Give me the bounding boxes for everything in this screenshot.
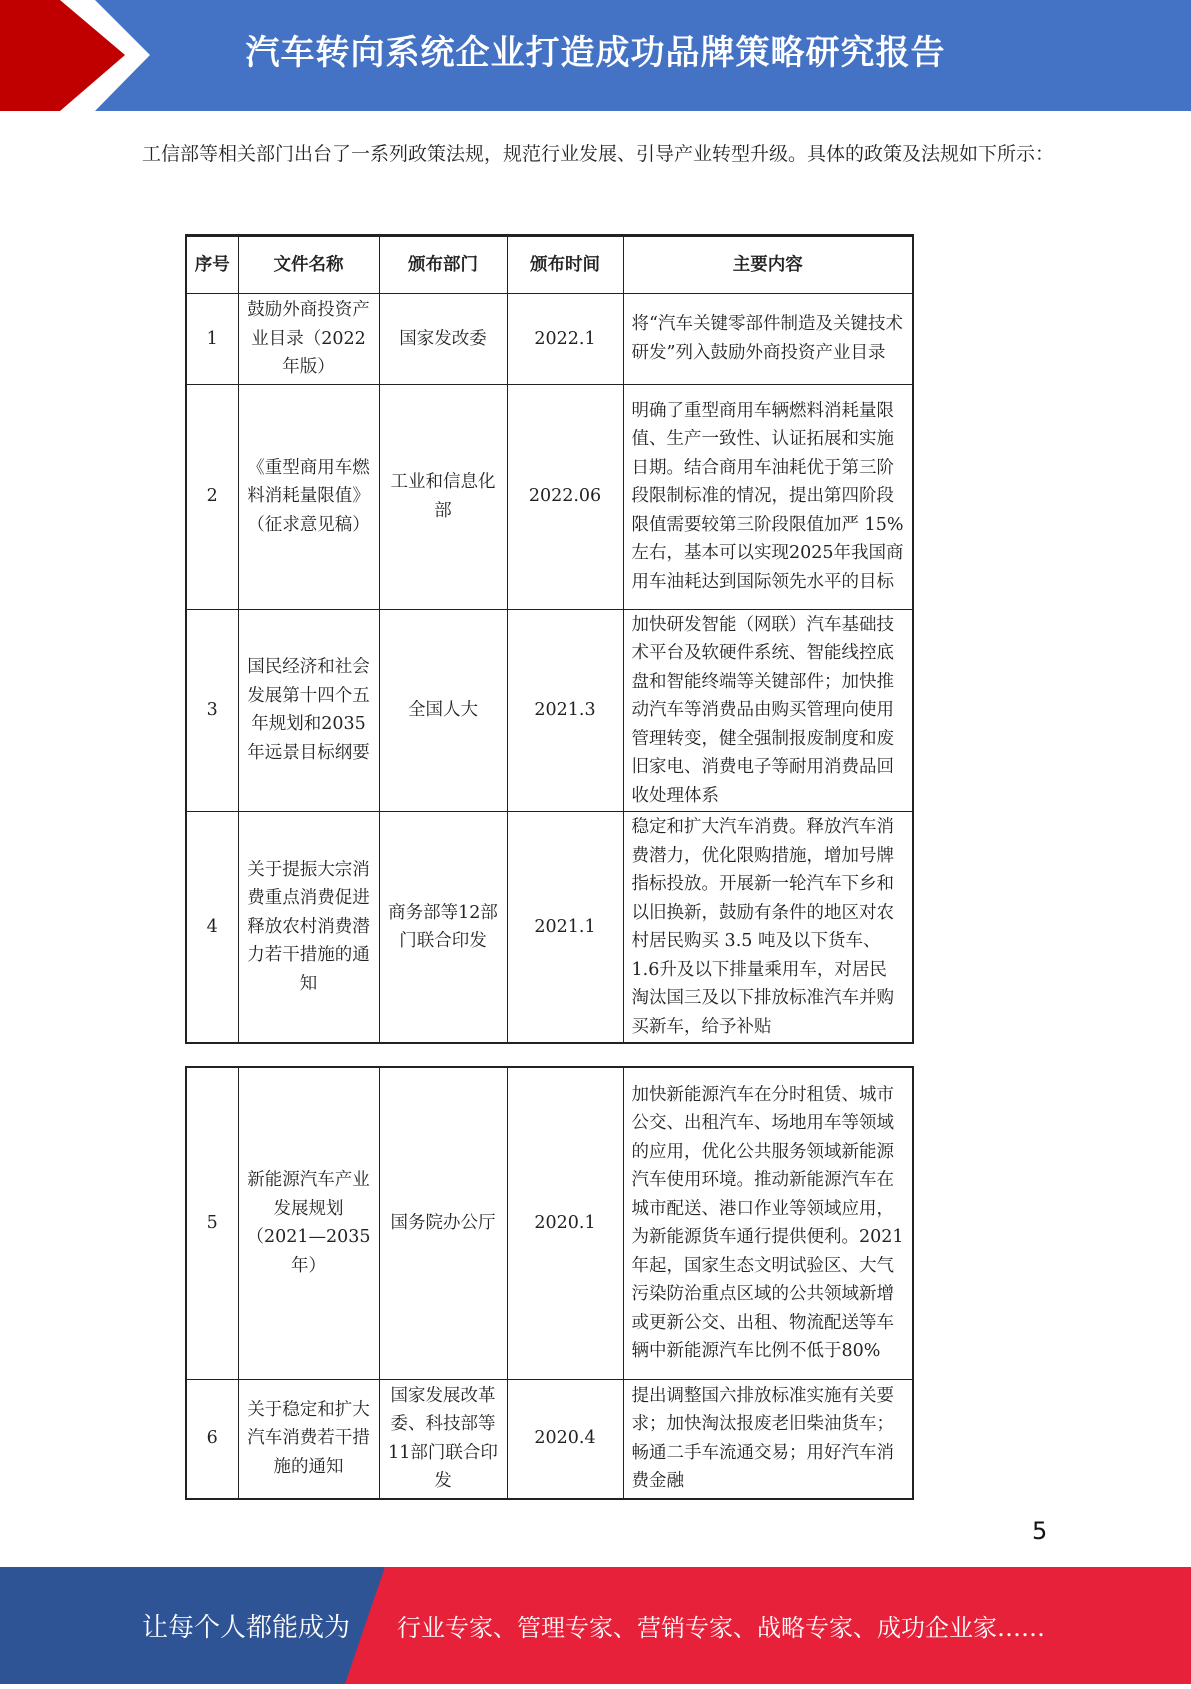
row-content: 明确了重型商用车辆燃料消耗量限值、生产一致性、认证拓展和实施日期。结合商用车油耗优于第三阶段限制标准的情况，提出第四阶段限值需要较第三阶段限值加严 15%左右，基本可以实现2025年我国商用车油耗达到国际领先水平的目标 bbox=[623, 384, 913, 609]
row-date: 2020.4 bbox=[507, 1379, 623, 1499]
row-no: 1 bbox=[186, 294, 238, 385]
row-date: 2020.1 bbox=[507, 1067, 623, 1379]
table-row bbox=[186, 812, 913, 1044]
row-no: 3 bbox=[186, 609, 238, 812]
page-header bbox=[0, 0, 1191, 111]
row-content: 加快研发智能（网联）汽车基础技术平台及软硬件系统、智能线控底盘和智能终端等关键部件；加快推动汽车等消费品由购买管理向使用管理转变，健全强制报废制度和废旧家电、消费电子等耐用消费品回收处理体系 bbox=[623, 609, 913, 812]
table-row bbox=[186, 1379, 913, 1499]
column-header-no: 序号 bbox=[186, 236, 238, 294]
table-row bbox=[186, 1067, 913, 1379]
row-date: 2021.3 bbox=[507, 609, 623, 812]
row-dept: 商务部等12部门联合印发 bbox=[379, 812, 507, 1044]
row-content: 加快新能源汽车在分时租赁、城市公交、出租汽车、场地用车等领域的应用，优化公共服务领域新能源汽车使用环境。推动新能源汽车在城市配送、港口作业等领域应用，为新能源货车通行提供便利。2021年起，国家生态文明试验区、大气污染防治重点区域的公共领域新增或更新公交、出租、物流配送等车辆中新能源汽车比例不低于80% bbox=[623, 1067, 913, 1379]
column-header-date: 颁布时间 bbox=[507, 236, 623, 294]
row-name: 鼓励外商投资产业目录（2022年版） bbox=[238, 294, 379, 385]
intro-paragraph: 工信部等相关部门出台了一系列政策法规，规范行业发展、引导产业转型升级。具体的政策及法规如下所示： bbox=[142, 143, 1055, 165]
row-name: 关于稳定和扩大汽车消费若干措施的通知 bbox=[238, 1379, 379, 1499]
row-content: 将“汽车关键零部件制造及关键技术研发”列入鼓励外商投资产业目录 bbox=[623, 294, 913, 385]
row-dept: 工业和信息化部 bbox=[379, 384, 507, 609]
row-name: 《重型商用车燃料消耗量限值》（征求意见稿） bbox=[238, 384, 379, 609]
page-footer bbox=[0, 1567, 1191, 1684]
row-no: 5 bbox=[186, 1067, 238, 1379]
footer-slogan-left: 让每个人都能成为 bbox=[142, 1613, 351, 1643]
table-row bbox=[186, 609, 913, 812]
row-no: 6 bbox=[186, 1379, 238, 1499]
row-content: 提出调整国六排放标准实施有关要求；加快淘汰报废老旧柴油货车；畅通二手车流通交易；用好汽车消费金融 bbox=[623, 1379, 913, 1499]
row-dept: 全国人大 bbox=[379, 609, 507, 812]
row-content: 稳定和扩大汽车消费。释放汽车消费潜力，优化限购措施，增加号牌指标投放。开展新一轮汽车下乡和以旧换新，鼓励有条件的地区对农村居民购买 3.5 吨及以下货车、1.6升及以下排量乘用车，对居民淘汰国三及以下排放标准汽车并购买新车，给予补贴 bbox=[623, 812, 913, 1044]
row-dept: 国家发改委 bbox=[379, 294, 507, 385]
report-title: 汽车转向系统企业打造成功品牌策略研究报告 bbox=[245, 33, 946, 73]
column-header-name: 文件名称 bbox=[238, 236, 379, 294]
policy-table-part-2 bbox=[185, 1066, 914, 1500]
row-name: 国民经济和社会发展第十四个五年规划和2035年远景目标纲要 bbox=[238, 609, 379, 812]
row-no: 4 bbox=[186, 812, 238, 1044]
row-date: 2022.06 bbox=[507, 384, 623, 609]
column-header-content: 主要内容 bbox=[623, 236, 913, 294]
row-name: 关于提振大宗消费重点消费促进释放农村消费潜力若干措施的通知 bbox=[238, 812, 379, 1044]
row-no: 2 bbox=[186, 384, 238, 609]
table-header-row bbox=[186, 236, 913, 294]
row-name: 新能源汽车产业发展规划（2021—2035年） bbox=[238, 1067, 379, 1379]
column-header-dept: 颁布部门 bbox=[379, 236, 507, 294]
footer-slogan-right: 行业专家、管理专家、营销专家、战略专家、成功企业家…… bbox=[397, 1614, 1045, 1642]
policy-table-part-1 bbox=[185, 234, 914, 1044]
table-row bbox=[186, 294, 913, 385]
row-date: 2021.1 bbox=[507, 812, 623, 1044]
row-dept: 国务院办公厅 bbox=[379, 1067, 507, 1379]
row-date: 2022.1 bbox=[507, 294, 623, 385]
table-row bbox=[186, 384, 913, 609]
page-number: 5 bbox=[1032, 1517, 1048, 1545]
row-dept: 国家发展改革委、科技部等11部门联合印发 bbox=[379, 1379, 507, 1499]
